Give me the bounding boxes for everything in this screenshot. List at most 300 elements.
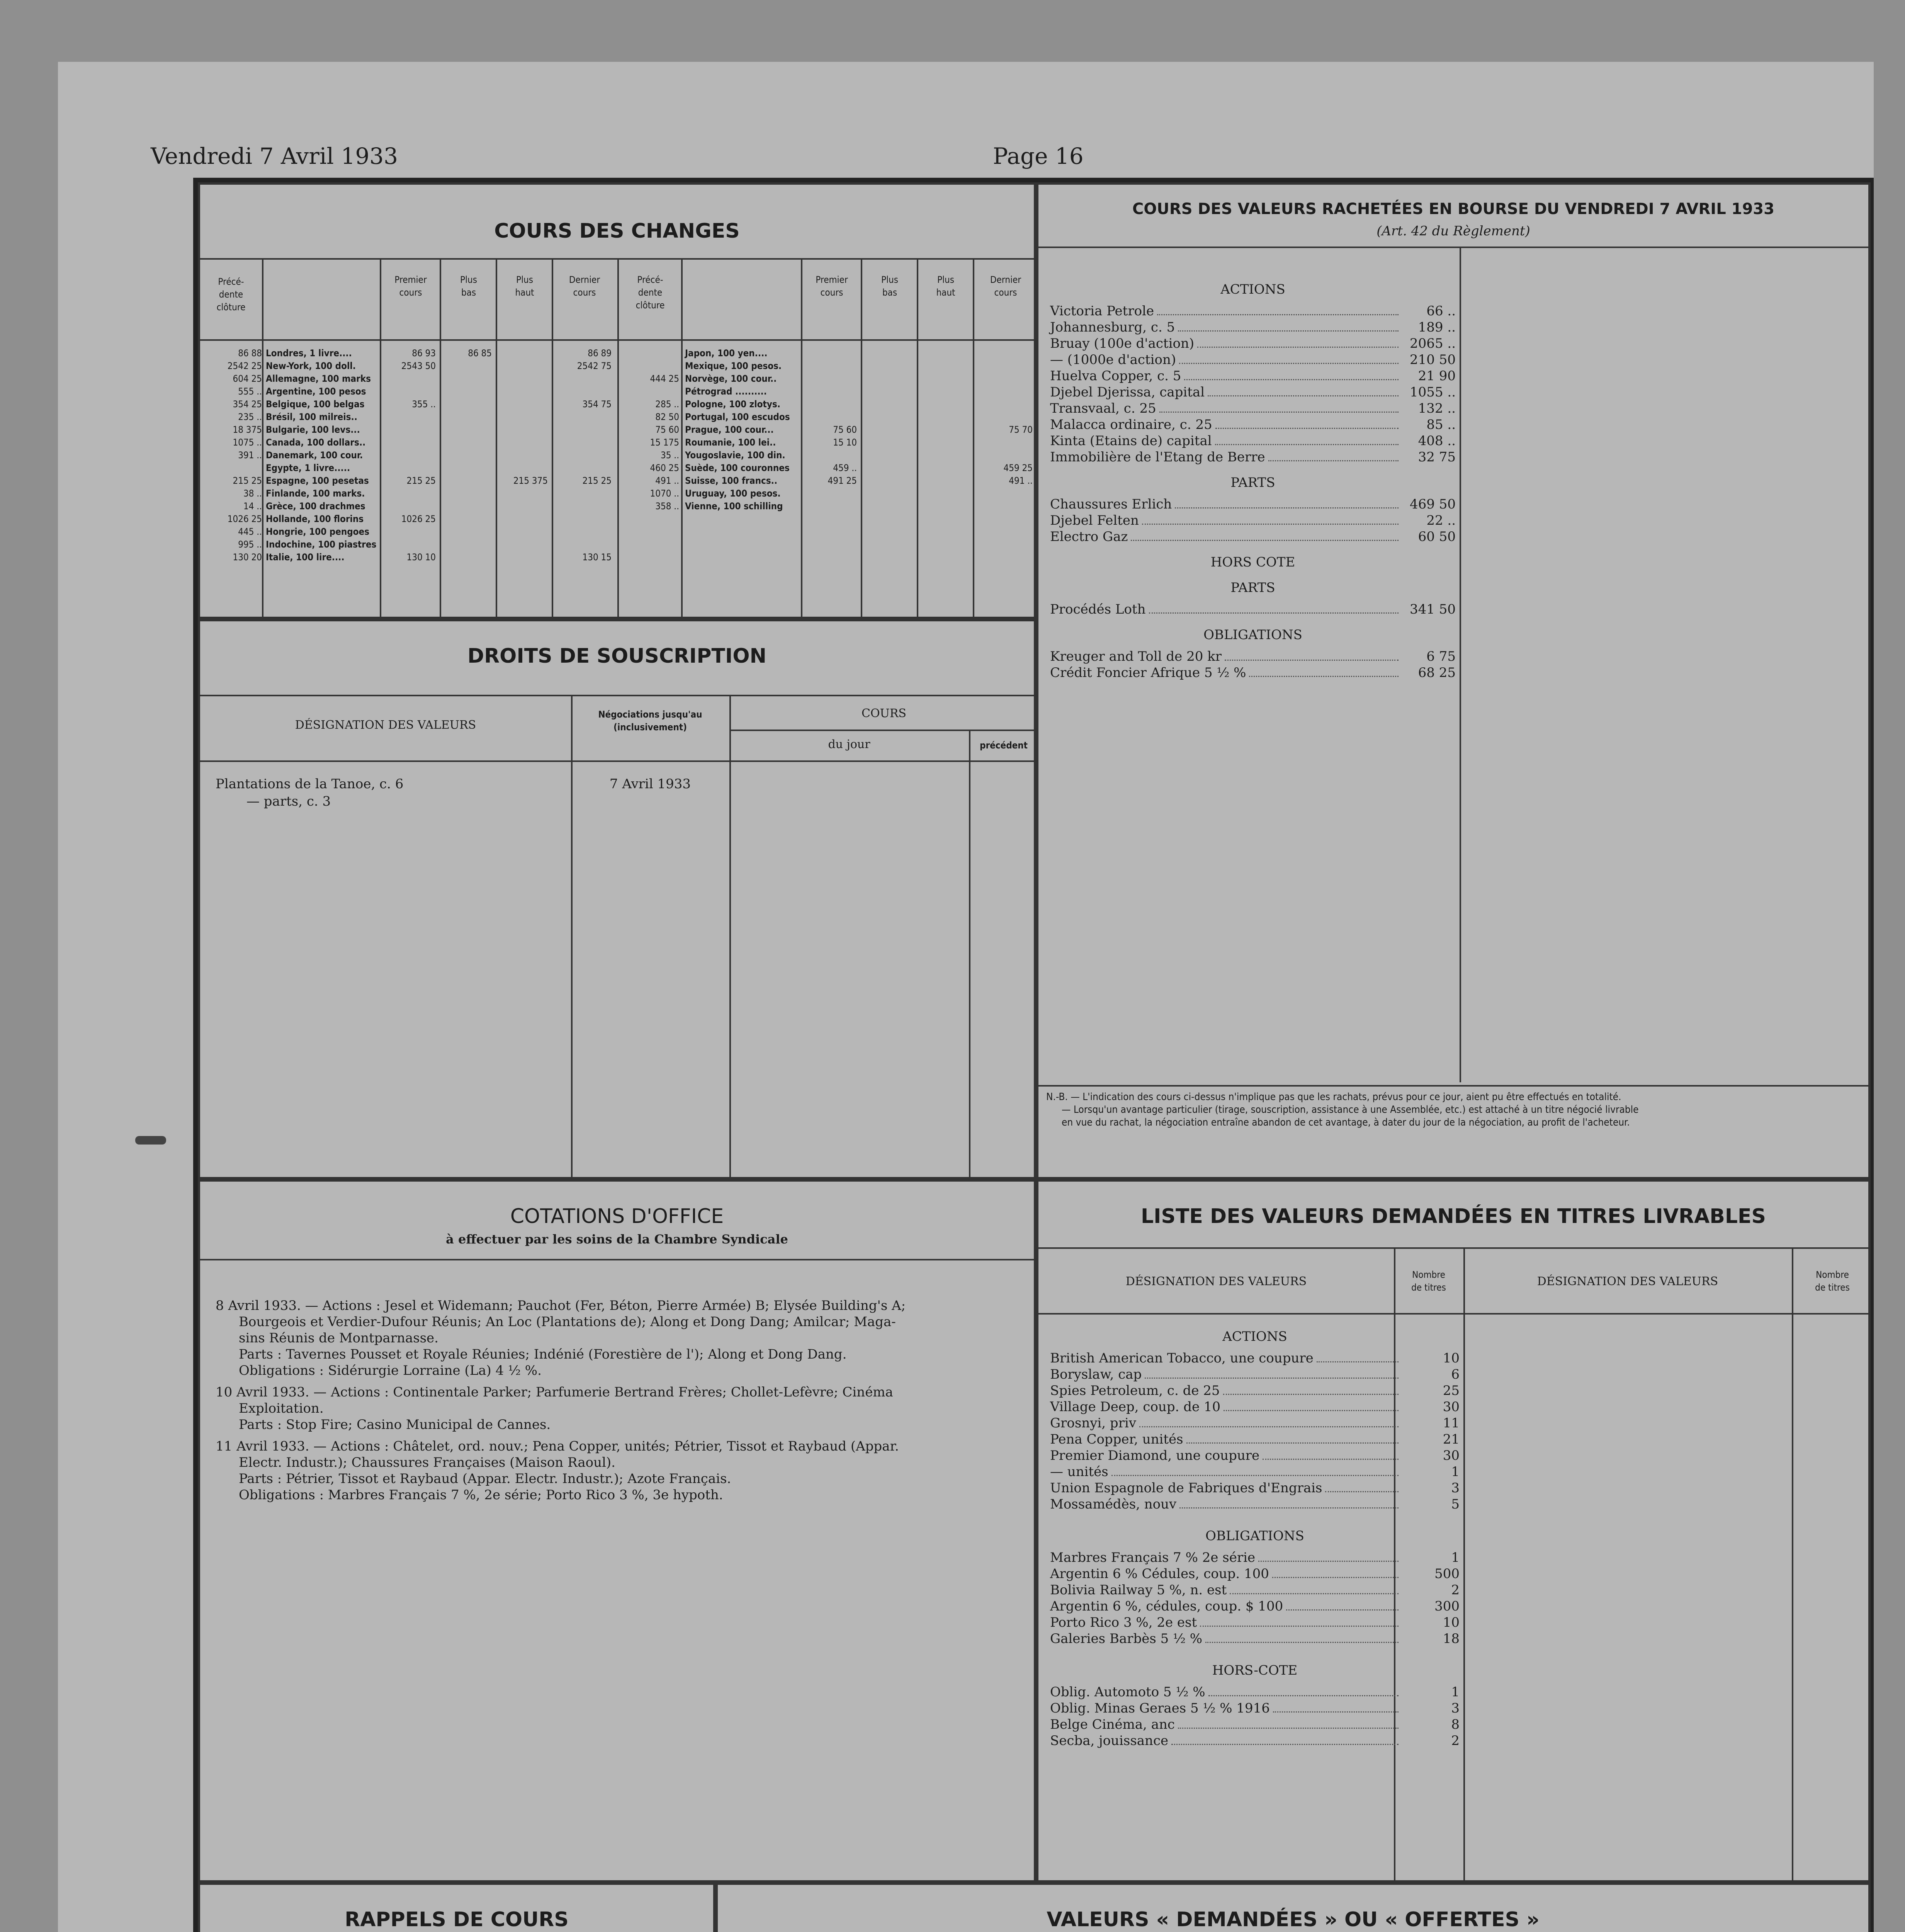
rachetees-row [1050, 319, 1456, 335]
livrables-row-value: 10 [1443, 1615, 1460, 1630]
changes-cell [498, 347, 548, 360]
livrables-row-name: Mossamédès, nouv [1050, 1497, 1177, 1512]
livrables-row-name: Grosnyi, priv [1050, 1415, 1137, 1431]
changes-cell [975, 385, 1033, 398]
changes-left-prev [204, 347, 262, 564]
changes-cell [919, 436, 969, 449]
changes-cell: Grèce, 100 drachmes [266, 501, 365, 512]
changes-cell [498, 436, 548, 449]
livrables-row [1050, 1598, 1460, 1614]
livrables-title: LISTE DES VALEURS DEMANDÉES EN TITRES LIVRABLES [1141, 1205, 1766, 1228]
leader-dots [1178, 1728, 1399, 1729]
changes-cell [803, 411, 857, 423]
changes-cell: 1026 25 [227, 514, 262, 524]
page-frame [193, 178, 1874, 1932]
livrables-row-value: 5 [1451, 1497, 1460, 1512]
livrables-row-name: Spies Petroleum, c. de 25 [1050, 1383, 1220, 1398]
livrables-row [1050, 1447, 1460, 1464]
leader-dots [1175, 507, 1399, 509]
changes-cell [863, 347, 913, 360]
leader-dots [1171, 1744, 1399, 1745]
changes-cell [863, 487, 913, 500]
changes-cell: 18 375 [233, 424, 262, 435]
livrables-list [1050, 1328, 1460, 1749]
livrables-row [1050, 1496, 1460, 1512]
rachetees-group-heading: HORS COTE [1210, 554, 1295, 570]
changes-cell [498, 462, 548, 474]
changes-cell: 555 .. [238, 386, 262, 397]
rappels-section [198, 1883, 715, 1932]
leader-dots [1230, 1593, 1399, 1594]
rachetees-row-value: 2065 .. [1410, 336, 1456, 351]
changes-cell [863, 449, 913, 462]
rachetees-row [1050, 648, 1456, 665]
rachetees-row [1050, 400, 1456, 417]
changes-cell [382, 449, 436, 462]
livrables-row-value: 1 [1451, 1550, 1460, 1565]
rachetees-row-name: Victoria Petrole [1050, 303, 1154, 319]
changes-cell: 215 25 [406, 475, 436, 486]
changes-cell [554, 385, 612, 398]
changes-cell [442, 449, 492, 462]
changes-cell [803, 398, 857, 411]
cotations-line: Obligations : Sidérurgie Lorraine (La) 4 ½ %. [239, 1363, 542, 1378]
changes-cell [442, 398, 492, 411]
changes-cell [919, 487, 969, 500]
changes-cell: 86 93 [412, 348, 436, 359]
rachetees-group-heading: PARTS [1230, 580, 1275, 595]
changes-cell: 75 60 [655, 424, 679, 435]
changes-cell: Finlande, 100 marks. [266, 488, 365, 499]
changes-cell [863, 423, 913, 436]
changes-cell [863, 372, 913, 385]
changes-cell: Japon, 100 yen.... [685, 348, 768, 359]
leader-dots [1249, 676, 1399, 677]
changes-title: COURS DES CHANGES [494, 219, 740, 243]
changes-left-dernier [554, 347, 612, 564]
changes-cell [498, 538, 548, 551]
changes-cell [498, 513, 548, 526]
changes-cell: 86 88 [238, 348, 262, 359]
livrables-row-name: Premier Diamond, une coupure [1050, 1448, 1260, 1463]
rachetees-row-value: 1055 .. [1410, 384, 1456, 400]
leader-dots [1179, 1507, 1399, 1509]
rachetees-subtitle: (Art. 42 du Règlement) [1376, 223, 1530, 239]
leader-dots [1268, 460, 1399, 461]
cotations-line: Bourgeois et Verdier-Dufour Réunis; An Loc (Plantations de); Along et Dong Dang; Amilcar; Maga- [239, 1314, 896, 1330]
changes-cell [975, 372, 1033, 385]
changes-cell [554, 487, 612, 500]
changes-cell [803, 513, 857, 526]
changes-cell [554, 449, 612, 462]
rachetees-row-name: Djebel Djerissa, capital [1050, 384, 1205, 400]
cotations-line: Parts : Pétrier, Tissot et Raybaud (Appar. Electr. Industr.); Azote Français. [239, 1471, 731, 1486]
livrables-row-value: 3 [1451, 1701, 1460, 1716]
rachetees-note-1: N.-B. — L'indication des cours ci-dessus n'implique pas que les rachats, prévus pour ce jour, aient pu être effectués en totalité. [1046, 1091, 1621, 1103]
changes-cell: 1026 25 [401, 514, 436, 524]
changes-cell [554, 538, 612, 551]
changes-cell [382, 411, 436, 423]
demandees-section [715, 1883, 1871, 1932]
changes-left-bas [442, 347, 492, 564]
changes-cell [382, 436, 436, 449]
rachetees-row [1050, 417, 1456, 433]
page-header [151, 139, 1870, 182]
changes-cell [498, 385, 548, 398]
changes-right-dernier [975, 347, 1033, 526]
rachetees-row-value: 22 .. [1426, 513, 1456, 528]
leader-dots [1286, 1609, 1399, 1611]
changes-cell: 75 70 [1009, 424, 1033, 435]
changes-cell [975, 347, 1033, 360]
changes-cell: 130 20 [233, 552, 262, 563]
leader-dots [1159, 412, 1399, 413]
changes-cell [975, 500, 1033, 513]
changes-cell: 75 60 [833, 424, 857, 435]
changes-cell [803, 372, 857, 385]
changes-cell: 35 .. [660, 450, 679, 461]
changes-cell: 604 25 [233, 373, 262, 384]
livrables-row-value: 1 [1451, 1464, 1460, 1480]
changes-cell [498, 449, 548, 462]
changes-cell [382, 462, 436, 474]
changes-cell: 355 .. [412, 399, 436, 410]
changes-cell [554, 500, 612, 513]
livrables-row-name: Boryslaw, cap [1050, 1367, 1142, 1382]
changes-cell: Canada, 100 dollars.. [266, 437, 366, 448]
rachetees-row-value: 132 .. [1418, 401, 1456, 416]
changes-cell [803, 347, 857, 360]
cotations-title: COTATIONS D'OFFICE [510, 1205, 724, 1228]
livrables-row-name: British American Tobacco, une coupure [1050, 1350, 1314, 1366]
livrables-row-name: Pena Copper, unités [1050, 1432, 1183, 1447]
livrables-col-nombre: Nombre de titres [1411, 1269, 1446, 1293]
cotations-line: Obligations : Marbres Français 7 %, 2e série; Porto Rico 3 %, 3e hypoth. [239, 1487, 723, 1503]
livrables-section [1036, 1179, 1871, 1883]
rachetees-row [1050, 449, 1456, 465]
changes-cell: 86 85 [468, 348, 492, 359]
cotations-line: sins Réunis de Montparnasse. [239, 1330, 438, 1346]
cotations-section [198, 1179, 1036, 1883]
changes-cell: 1075 .. [233, 437, 262, 448]
rachetees-row [1050, 368, 1456, 384]
leader-dots [1131, 540, 1399, 541]
changes-cell: Egypte, 1 livre..... [266, 463, 350, 473]
rachetees-note [1046, 1091, 1865, 1129]
rachetees-row-value: 21 90 [1418, 368, 1456, 384]
changes-col-bas-2: Plus bas [881, 274, 898, 298]
leader-dots [1142, 524, 1399, 525]
rachetees-row [1050, 433, 1456, 449]
rachetees-list [1050, 281, 1456, 681]
livrables-row [1050, 1733, 1460, 1749]
changes-cell: Danemark, 100 cour. [266, 450, 363, 461]
changes-section [198, 182, 1036, 619]
changes-cell [498, 411, 548, 423]
changes-cell: Belgique, 100 belgas [266, 399, 365, 410]
changes-right-bas [863, 347, 913, 526]
changes-cell: 215 25 [582, 475, 612, 486]
livrables-row [1050, 1350, 1460, 1366]
changes-cell: 391 .. [238, 450, 262, 461]
livrables-row [1050, 1366, 1460, 1383]
souscription-row [246, 793, 331, 810]
changes-cell: 235 .. [238, 412, 262, 422]
livrables-col-designation-2: DÉSIGNATION DES VALEURS [1537, 1275, 1718, 1288]
livrables-row [1050, 1383, 1460, 1399]
rachetees-group-heading: ACTIONS [1220, 282, 1285, 297]
rachetees-row-name: Kreuger and Toll de 20 kr [1050, 649, 1222, 664]
livrables-row-name: Secba, jouissance [1050, 1733, 1169, 1748]
changes-cell: Suède, 100 couronnes [685, 463, 790, 473]
changes-cell: 15 10 [833, 437, 857, 448]
changes-cell [442, 526, 492, 538]
livrables-row [1050, 1399, 1460, 1415]
changes-cell: 459 25 [1003, 463, 1033, 473]
leader-dots [1205, 1642, 1399, 1643]
changes-cell [204, 462, 262, 474]
cotations-line: 8 Avril 1933. — Actions : Jesel et Widemann; Pauchot (Fer, Béton, Pierre Armée) B; Elysée Building's A; [216, 1298, 906, 1313]
changes-cell [382, 372, 436, 385]
changes-cell [919, 372, 969, 385]
changes-cell: Allemagne, 100 marks [266, 373, 371, 384]
rachetees-row-name: Chaussures Erlich [1050, 497, 1172, 512]
livrables-row-name: Oblig. Minas Geraes 5 ½ % 1916 [1050, 1701, 1270, 1716]
livrables-row-value: 30 [1443, 1399, 1460, 1415]
leader-dots [1111, 1475, 1399, 1476]
livrables-row-name: Marbres Français 7 % 2e série [1050, 1550, 1256, 1565]
changes-right-names [685, 347, 799, 526]
changes-cell: 354 25 [233, 399, 262, 410]
rachetees-row-name: Procédés Loth [1050, 602, 1146, 617]
changes-cell [442, 500, 492, 513]
rachetees-row-name: — (1000e d'action) [1050, 352, 1176, 367]
changes-cell [919, 411, 969, 423]
changes-cell [919, 449, 969, 462]
rachetees-note-3: en vue du rachat, la négociation entraîne abandon de cet avantage, à dater du jour de la négociation, au profit de l'acheteur. [1062, 1117, 1630, 1128]
changes-cell: Argentine, 100 pesos [266, 386, 366, 397]
rachetees-row-value: 32 75 [1418, 449, 1456, 465]
livrables-row-name: Bolivia Railway 5 %, n. est [1050, 1582, 1227, 1598]
changes-cell [863, 500, 913, 513]
rachetees-row [1050, 512, 1456, 529]
leader-dots [1197, 347, 1399, 348]
livrables-row [1050, 1480, 1460, 1496]
changes-cell [863, 462, 913, 474]
rachetees-row-name: Malacca ordinaire, c. 25 [1050, 417, 1212, 432]
souscription-col-precedent: précédent [979, 740, 1028, 751]
changes-cell [554, 462, 612, 474]
changes-cell [442, 487, 492, 500]
changes-cell [863, 513, 913, 526]
leader-dots [1215, 444, 1399, 445]
livrables-row-value: 30 [1443, 1448, 1460, 1463]
changes-cell [442, 462, 492, 474]
souscription-row-date: 7 Avril 1933 [609, 776, 691, 792]
changes-cell [863, 474, 913, 487]
livrables-row [1050, 1431, 1460, 1447]
changes-cell [919, 500, 969, 513]
rachetees-row-name: Kinta (Etains de) capital [1050, 433, 1212, 449]
changes-right-prev [621, 347, 679, 526]
changes-cell: 2542 25 [227, 361, 262, 371]
changes-cell [442, 385, 492, 398]
souscription-col-du-jour: du jour [828, 738, 870, 751]
changes-cell: 2543 50 [401, 361, 436, 371]
rachetees-row-name: Crédit Foncier Afrique 5 ½ % [1050, 665, 1246, 680]
livrables-group-heading: ACTIONS [1222, 1329, 1287, 1344]
changes-cell: 215 25 [233, 475, 262, 486]
rachetees-row-name: Transvaal, c. 25 [1050, 401, 1156, 416]
changes-cell [554, 411, 612, 423]
changes-cell [498, 487, 548, 500]
rachetees-group-heading: OBLIGATIONS [1203, 627, 1302, 643]
changes-cell: 995 .. [238, 539, 262, 550]
livrables-row [1050, 1716, 1460, 1733]
changes-cell [803, 449, 857, 462]
rachetees-row [1050, 335, 1456, 352]
livrables-row-value: 300 [1434, 1599, 1460, 1614]
rachetees-row [1050, 384, 1456, 400]
changes-cell [382, 500, 436, 513]
livrables-row [1050, 1464, 1460, 1480]
changes-cell: Roumanie, 100 lei.. [685, 437, 776, 448]
changes-cell [919, 347, 969, 360]
cotations-subtitle: à effectuer par les soins de la Chambre Syndicale [446, 1232, 788, 1247]
changes-cell [554, 423, 612, 436]
souscription-section [198, 619, 1036, 1179]
changes-cell [919, 462, 969, 474]
changes-cell [554, 436, 612, 449]
rachetees-row-name: Bruay (100e d'action) [1050, 336, 1195, 351]
changes-cell [919, 360, 969, 372]
rachetees-row-name: Johannesburg, c. 5 [1050, 320, 1175, 335]
changes-cell: 460 25 [650, 463, 679, 473]
rachetees-row [1050, 352, 1456, 368]
changes-cell [975, 360, 1033, 372]
changes-cell [919, 474, 969, 487]
changes-cell [975, 449, 1033, 462]
cotations-line: 10 Avril 1933. — Actions : Continentale Parker; Parfumerie Bertrand Frères; Chollet-Lefèvre; Cinéma [216, 1384, 893, 1400]
livrables-row-value: 6 [1451, 1367, 1460, 1382]
livrables-row-name: Union Espagnole de Fabriques d'Engrais [1050, 1480, 1322, 1496]
changes-cell [863, 398, 913, 411]
livrables-row-value: 8 [1451, 1717, 1460, 1732]
changes-cell [382, 526, 436, 538]
changes-cell [498, 360, 548, 372]
changes-cell: 86 89 [588, 348, 612, 359]
changes-cell [442, 436, 492, 449]
rachetees-row [1050, 601, 1456, 617]
rachetees-section [1036, 182, 1871, 1179]
livrables-row [1050, 1684, 1460, 1700]
livrables-row-name: Argentin 6 % Cédules, coup. 100 [1050, 1566, 1269, 1582]
livrables-col-designation: DÉSIGNATION DES VALEURS [1125, 1275, 1307, 1288]
changes-cell: Suisse, 100 francs.. [685, 475, 778, 486]
changes-left-names [266, 347, 378, 564]
leader-dots [1179, 363, 1399, 364]
leader-dots [1258, 1561, 1399, 1562]
changes-cell: 358 .. [655, 501, 679, 512]
cotations-line: Parts : Stop Fire; Casino Municipal de Cannes. [239, 1417, 551, 1432]
livrables-row-name: Porto Rico 3 %, 2e est [1050, 1615, 1197, 1630]
changes-cell: Portugal, 100 escudos [685, 412, 790, 422]
leader-dots [1224, 1410, 1399, 1411]
leader-dots [1263, 1459, 1399, 1460]
changes-cell: 445 .. [238, 526, 262, 537]
changes-cell [442, 513, 492, 526]
leader-dots [1317, 1361, 1399, 1362]
changes-cell: New-York, 100 doll. [266, 361, 356, 371]
changes-cell [803, 360, 857, 372]
livrables-row-value: 25 [1443, 1383, 1460, 1398]
changes-col-dernier: Dernier cours [569, 274, 600, 298]
livrables-row [1050, 1582, 1460, 1598]
changes-cell [554, 526, 612, 538]
changes-cell: 491 .. [1009, 475, 1033, 486]
livrables-row [1050, 1566, 1460, 1582]
livrables-row-name: Oblig. Automoto 5 ½ % [1050, 1684, 1205, 1700]
rachetees-row [1050, 496, 1456, 512]
changes-cell: 15 175 [650, 437, 679, 448]
changes-col-bas: Plus bas [460, 274, 477, 298]
leader-dots [1145, 1378, 1399, 1379]
livrables-row [1050, 1549, 1460, 1566]
leader-dots [1208, 395, 1399, 396]
livrables-row [1050, 1700, 1460, 1716]
changes-cell: Uruguay, 100 pesos. [685, 488, 781, 499]
cotations-line: Parts : Tavernes Pousset et Royale Réunies; Indénié (Forestière de l'); Along et Dong Dang. [239, 1347, 847, 1362]
changes-cell [919, 513, 969, 526]
changes-cell [919, 398, 969, 411]
leader-dots [1149, 612, 1399, 614]
changes-cell: Pologne, 100 zlotys. [685, 399, 780, 410]
changes-cell: 1070 .. [650, 488, 679, 499]
livrables-col-nombre-2: Nombre de titres [1815, 1269, 1850, 1293]
changes-cell [863, 385, 913, 398]
page-date: Vendredi 7 Avril 1933 [151, 143, 398, 169]
rachetees-row-name: Immobilière de l'Etang de Berre [1050, 449, 1265, 465]
cotations-line: Exploitation. [239, 1401, 324, 1416]
changes-cell [498, 500, 548, 513]
rachetees-row-name: Electro Gaz [1050, 529, 1128, 544]
changes-cell [621, 513, 679, 526]
changes-cell [442, 474, 492, 487]
rachetees-row [1050, 303, 1456, 319]
rachetees-row-value: 469 50 [1410, 497, 1456, 512]
souscription-row-name: — parts, c. 3 [246, 794, 331, 809]
rachetees-row-value: 85 .. [1426, 417, 1456, 432]
livrables-row [1050, 1631, 1460, 1647]
leader-dots [1200, 1626, 1399, 1627]
rachetees-row-value: 6 75 [1426, 649, 1456, 664]
leader-dots [1325, 1491, 1399, 1492]
changes-cell: 38 .. [243, 488, 262, 499]
rachetees-group-heading: PARTS [1230, 475, 1275, 490]
changes-cell [442, 551, 492, 564]
changes-cell [382, 423, 436, 436]
rachetees-row-value: 66 .. [1426, 303, 1456, 319]
changes-cell [975, 411, 1033, 423]
changes-cell: 215 375 [513, 475, 548, 486]
rachetees-row-value: 60 50 [1418, 529, 1456, 544]
livrables-row-value: 2 [1451, 1733, 1460, 1748]
livrables-row-name: — unités [1050, 1464, 1108, 1480]
cotations-line: Electr. Industr.); Chaussures Françaises (Maison Raoul). [239, 1455, 615, 1470]
souscription-col-cours: COURS [862, 707, 906, 720]
changes-cell [803, 487, 857, 500]
leader-dots [1157, 314, 1399, 315]
